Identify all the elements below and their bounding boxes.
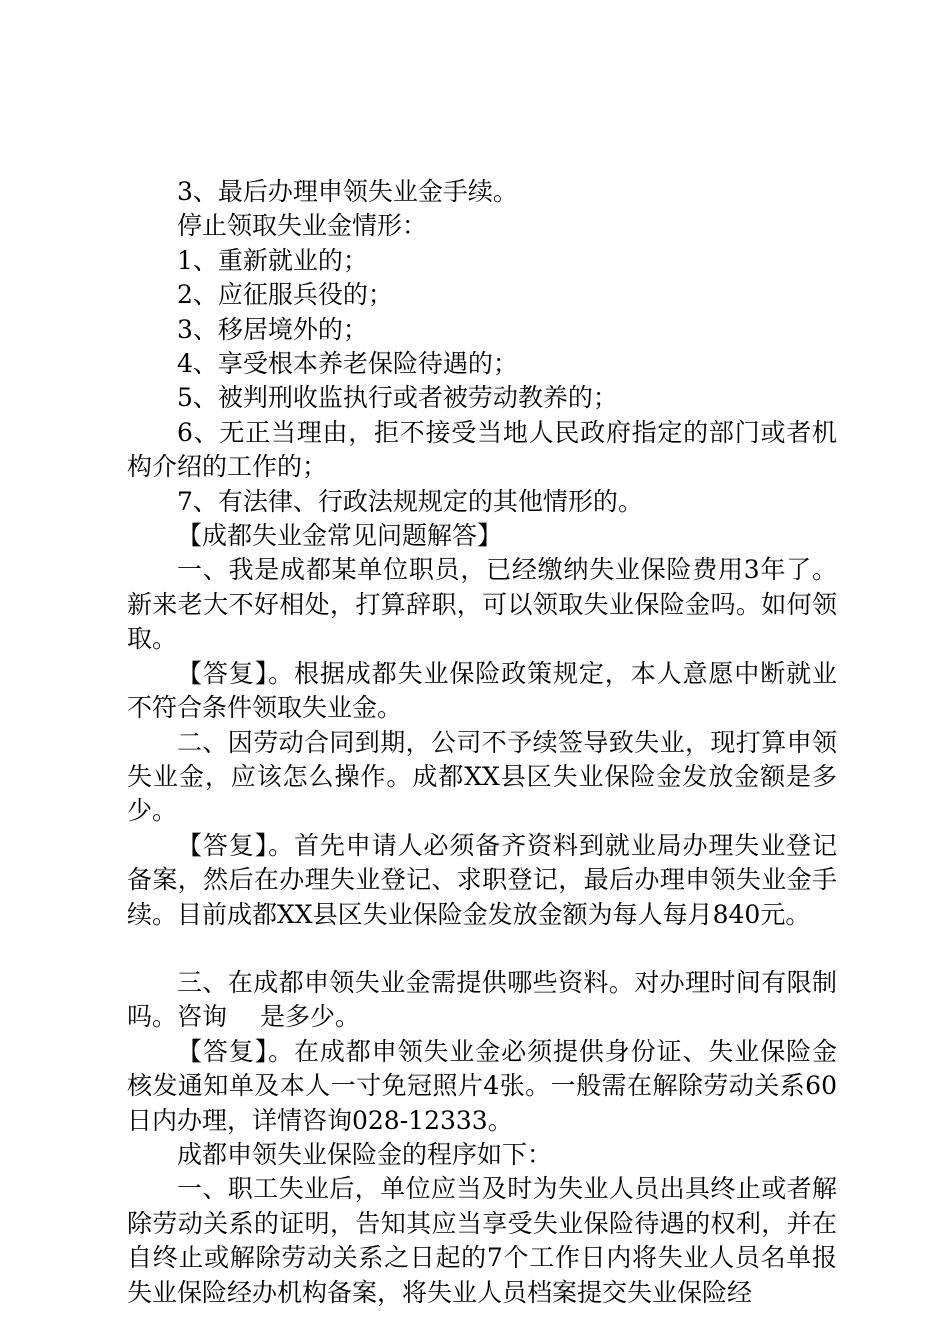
paragraph-condition-3: 3、移居境外的； — [177, 314, 368, 344]
paragraph-condition-4: 4、享受根本养老保险待遇的； — [177, 349, 518, 379]
faq-question-1: 一、我是成都某单位职员，已经缴纳失业保险费用3年了。新来老大不好相处，打算辞职，可以领取失业保险金吗。如何领取。 — [127, 555, 837, 654]
paragraph-condition-7: 7、有法律、行政法规规定的其他情形的。 — [177, 486, 643, 516]
faq-answer-3: 【答复】。在成都申领失业金必须提供身份证、失业保险金核发通知单及本人一寸免冠照片4张。一般需在解除劳动关系60日内办理，详情咨询028-12333。 — [127, 1036, 837, 1135]
paragraph-condition-1: 1、重新就业的； — [177, 245, 368, 275]
procedure-heading: 成都申领失业保险金的程序如下： — [177, 1139, 553, 1169]
faq-question-2: 二、因劳动合同到期，公司不予续签导致失业，现打算申领失业金，应该怎么操作。成都XX县区失业保险金发放金额是多少。 — [127, 727, 837, 826]
paragraph-spacer — [127, 932, 837, 966]
paragraph-condition-5: 5、被判刑收监执行或者被劳动教养的； — [177, 383, 618, 413]
paragraph-condition-2: 2、应征服兵役的； — [177, 280, 393, 310]
document-body — [127, 175, 837, 1310]
faq-answer-1: 【答复】。根据成都失业保险政策规定，本人意愿中断就业不符合条件领取失业金。 — [127, 658, 837, 723]
procedure-step-1: 一、职工失业后，单位应当及时为失业人员出具终止或者解除劳动关系的证明，告知其应当享受失业保险待遇的权利，并在自终止或解除劳动关系之日起的7个工作日内将失业人员名单报失业保险经办机构备案，将失业人员档案提交失业保险经 — [127, 1174, 837, 1307]
faq-answer-2: 【答复】。首先申请人必须备齐资料到就业局办理失业登记备案，然后在办理失业登记、求职登记，最后办理申领失业金手续。目前成都XX县区失业保险金发放金额为每人每月840元。 — [127, 830, 837, 929]
paragraph-step-3: 3、最后办理申领失业金手续。 — [177, 177, 518, 206]
paragraph-condition-6: 6、无正当理由，拒不接受当地人民政府指定的部门或者机构介绍的工作的； — [127, 417, 837, 482]
paragraph-stop-conditions-heading: 停止领取失业金情形： — [177, 211, 428, 241]
faq-question-3: 三、在成都申领失业金需提供哪些资料。对办理时间有限制吗。咨询 是多少。 — [127, 967, 837, 1032]
faq-section-heading: 【成都失业金常见问题解答】 — [177, 521, 503, 551]
